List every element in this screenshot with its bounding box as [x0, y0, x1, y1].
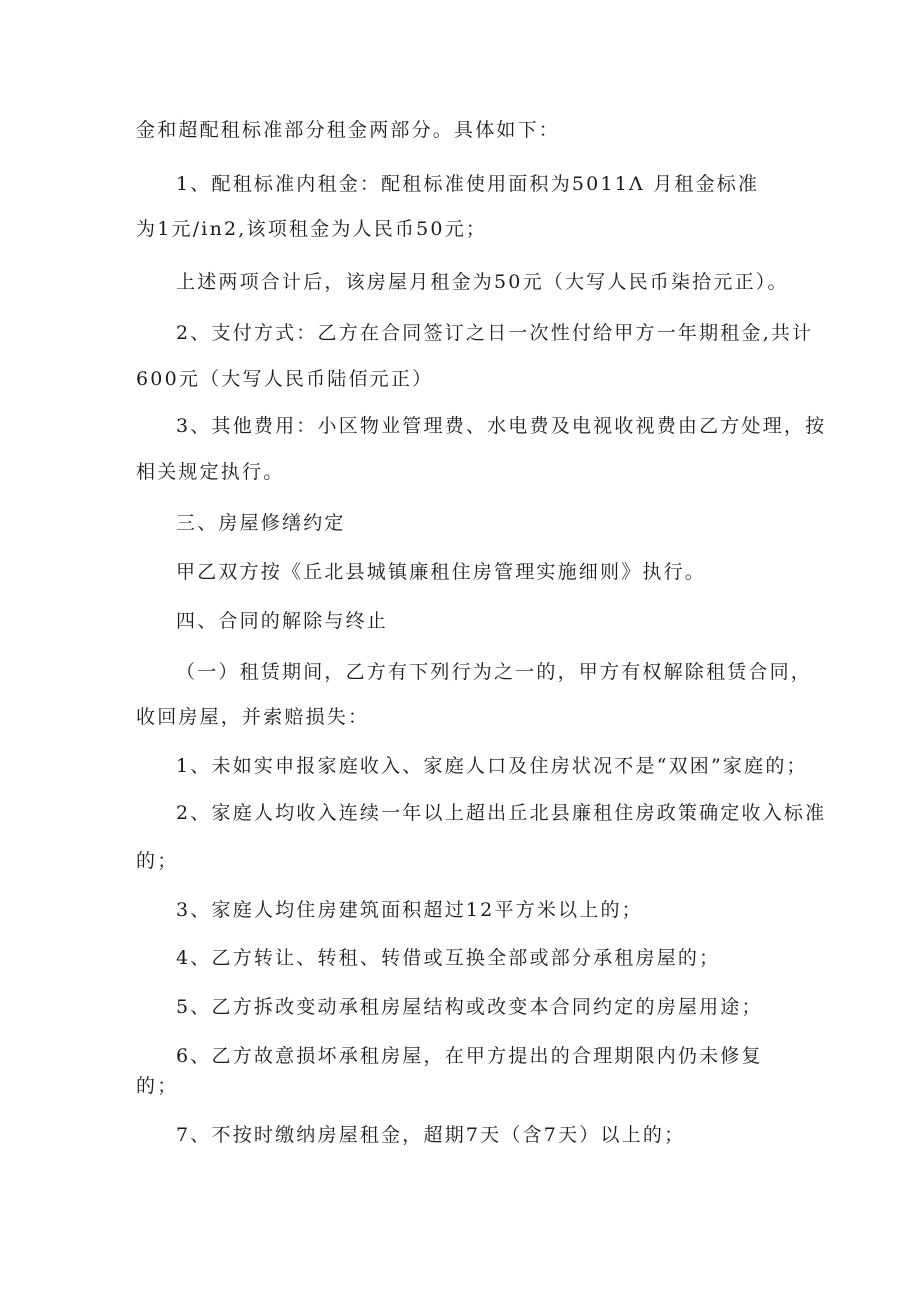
text-line: 3、家庭人均住房建筑面积超过12平方米以上的； — [176, 899, 643, 921]
text-line: 上述两项合计后，该房屋月租金为50元（大写人民币柒拾元正）。 — [176, 271, 789, 293]
text-line: 7、不按时缴纳房屋租金，超期7天（含7天）以上的； — [176, 1124, 686, 1146]
text-line: 1、配租标准内租金：配租标准使用面积为5011Λ 月租金标准 — [176, 173, 760, 195]
text-line: 1、未如实申报家庭收入、家庭人口及住房状况不是“双困”家庭的； — [176, 755, 808, 777]
text-line: 6、乙方故意损坏承租房屋，在甲方提出的合理期限内仍未修复 — [176, 1045, 763, 1067]
section-heading: 三、房屋修缮约定 — [176, 512, 346, 534]
text-line: 的； — [136, 1075, 179, 1097]
text-line: 600元（大写人民币陆佰元正） — [136, 368, 434, 390]
text-line: 甲乙双方按《丘北县城镇廉租住房管理实施细则》执行。 — [176, 561, 707, 583]
text-line: 收回房屋，并索赔损失： — [136, 706, 370, 728]
text-line: 2、家庭人均收入连续一年以上超出丘北县廉租住房政策确定收入标准 — [176, 802, 827, 824]
text-line: 金和超配租标准部分租金两部分。具体如下： — [136, 119, 561, 141]
text-line: 的； — [136, 850, 179, 872]
text-line: 2、支付方式：乙方在合同签订之日一次性付给甲方一年期租金,共计 — [176, 322, 814, 344]
text-line: 相关规定执行。 — [136, 461, 285, 483]
text-line: （一）租赁期间，乙方有下列行为之一的，甲方有权解除租赁合同， — [176, 661, 813, 683]
text-line: 为1元/in2,该项租金为人民币50元； — [136, 218, 488, 240]
text-line: 5、乙方拆改变动承租房屋结构或改变本合同约定的房屋用途； — [176, 996, 763, 1018]
section-heading: 四、合同的解除与终止 — [176, 610, 389, 632]
text-line: 4、乙方转让、转租、转借或互换全部或部分承租房屋的； — [176, 947, 721, 969]
text-line: 3、其他费用：小区物业管理费、水电费及电视收视费由乙方处理，按 — [176, 415, 827, 437]
